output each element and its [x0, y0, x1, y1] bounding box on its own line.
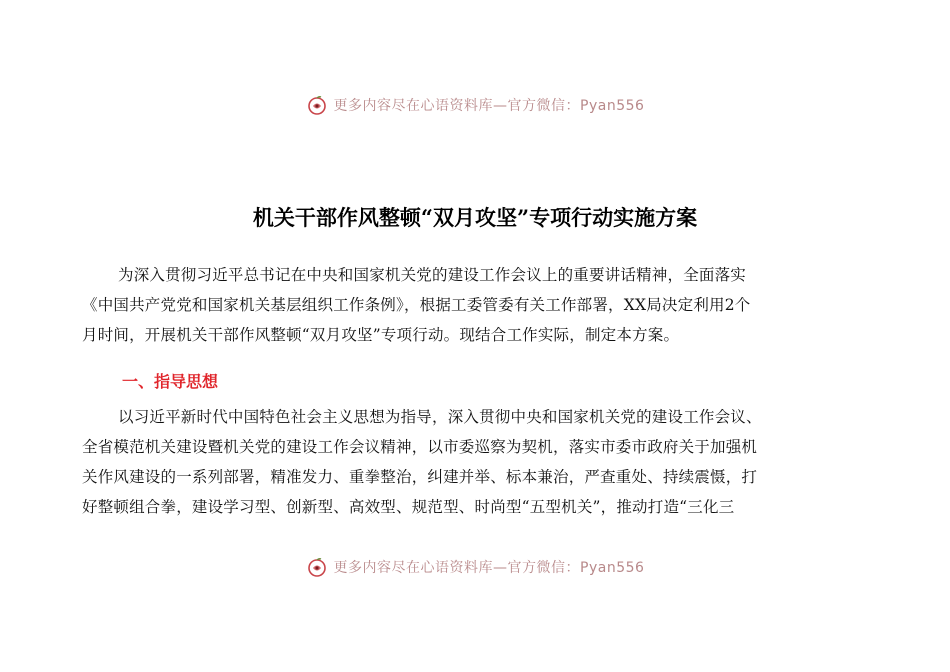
watermark-text: 更多内容尽在心语资料库—官方微信：Pyan556	[333, 560, 645, 576]
watermark-text: 更多内容尽在心语资料库—官方微信：Pyan556	[333, 98, 645, 114]
ideology-line-4: 好整顿组合拳，建设学习型、创新型、高效型、规范型、时尚型“五型机关”，推动打造“三化三	[82, 498, 735, 516]
guiding-ideology-paragraph	[82, 402, 872, 522]
ideology-line-1: 以习近平新时代中国特色社会主义思想为指导，深入贯彻中央和国家机关党的建设工作会议、	[118, 408, 762, 426]
apple-logo-icon	[306, 556, 328, 578]
ideology-line-2: 全省模范机关建设暨机关党的建设工作会议精神，以市委巡察为契机，落实市委市政府关于加强机	[82, 438, 758, 456]
document-title: 机关干部作风整顿“双月攻坚”专项行动实施方案	[252, 205, 698, 230]
watermark-footer	[0, 554, 950, 580]
intro-line-3: 月时间，开展机关干部作风整顿“双月攻坚”专项行动。现结合工作实际，制定本方案。	[82, 326, 680, 344]
watermark-header	[0, 92, 950, 118]
section-heading-guiding-ideology: 一、指导思想	[122, 372, 219, 391]
apple-logo-icon	[306, 94, 328, 116]
intro-line-1: 为深入贯彻习近平总书记在中央和国家机关党的建设工作会议上的重要讲话精神，全面落实	[118, 266, 747, 284]
ideology-line-3: 关作风建设的一系列部署，精准发力、重拳整治，纠建并举、标本兼治，严查重处、持续震慑，打	[82, 468, 758, 486]
intro-paragraph	[82, 260, 872, 350]
intro-line-2: 《中国共产党党和国家机关基层组织工作条例》，根据工委管委有关工作部署，XX局决定利用2个	[82, 296, 751, 314]
